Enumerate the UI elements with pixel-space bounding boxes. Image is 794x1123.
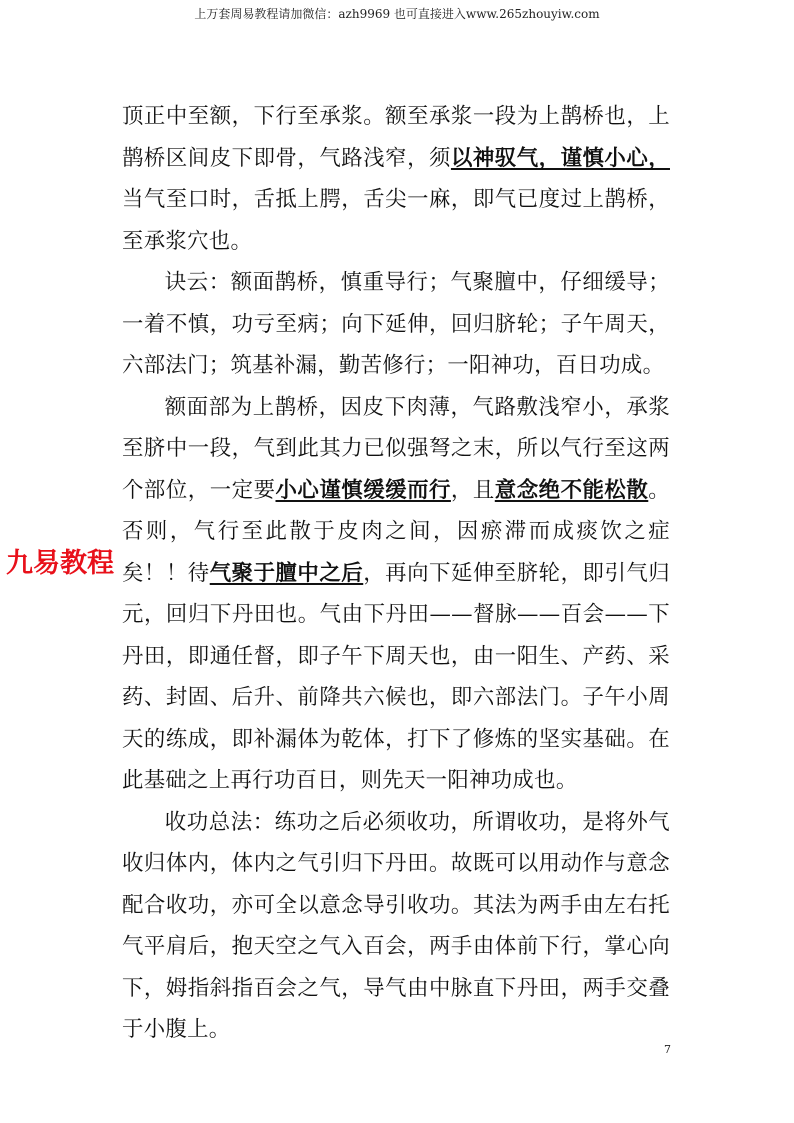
paragraph-text: 。否则，气行至此散于皮肉之间，因瘀滞而成痰饮之症矣！！待: [122, 477, 670, 586]
emphasized-text: 小心谨慎缓缓而行: [275, 477, 451, 503]
page-header-note: 上万套周易教程请加微信：azh9969 也可直接进入www.265zhouyiw.com: [194, 7, 600, 21]
paragraph: [122, 802, 670, 1051]
paragraph: [122, 96, 670, 262]
emphasized-text: 以神驭气，谨慎小心，: [450, 145, 670, 171]
paragraph: [122, 387, 670, 802]
paragraph-text: 当气至口时，舌抵上腭，舌尖一麻，即气已度过上鹊桥，至承浆穴也。: [122, 187, 670, 254]
emphasized-text: 气聚于膻中之后: [209, 560, 364, 586]
page-number: 7: [664, 1043, 671, 1056]
paragraph: [122, 262, 670, 387]
paragraph-text: 诀云：额面鹊桥，慎重导行；气聚膻中，仔细缓导；一着不慎，功亏至病；向下延伸，回归脐轮；子午周天，六部法门；筑基补漏，勤苦修行；一阳神功，百日功成。: [122, 270, 670, 378]
paragraph-text: 顶正中至额，下行至承浆。额至承浆一段为上鹊桥也，上鹊桥区间皮下即骨，气路浅窄，须: [122, 104, 670, 171]
paragraph-text: ，且: [450, 477, 495, 503]
watermark-logo: 九易教程: [6, 548, 114, 579]
paragraph-text: 收功总法：练功之后必须收功，所谓收功，是将外气收归体内，体内之气引归下丹田。故既可以用动作与意念配合收功，亦可全以意念导引收功。其法为两手由左右托气平肩后，抱天空之气入百会，两手由体前下行，掌心向下，姆指斜指百会之气，导气由中脉直下丹田，两手交叠于小腹上。: [122, 809, 670, 1042]
emphasized-text: 意念绝不能松散: [494, 477, 649, 503]
body-text: [122, 96, 670, 1051]
paragraph-text: ，再向下延伸至脐轮，即引气归元，回归下丹田也。气由下丹田——督脉——百会——下丹田，即通任督，即子午下周天也，由一阳生、产药、采药、封固、后升、前降共六候也，即六部法门。子午小周天的练成，即补漏体为乾体，打下了修炼的坚实基础。在此基础之上再行功百日，则先天一阳神功成也。: [122, 560, 671, 793]
paragraph-text: 额面部为上鹊桥，因皮下肉薄，气路敷浅窄小，承浆至脐中一段，气到此其力已似强弩之末，所以气行至这两个部位，一定要: [122, 394, 670, 503]
